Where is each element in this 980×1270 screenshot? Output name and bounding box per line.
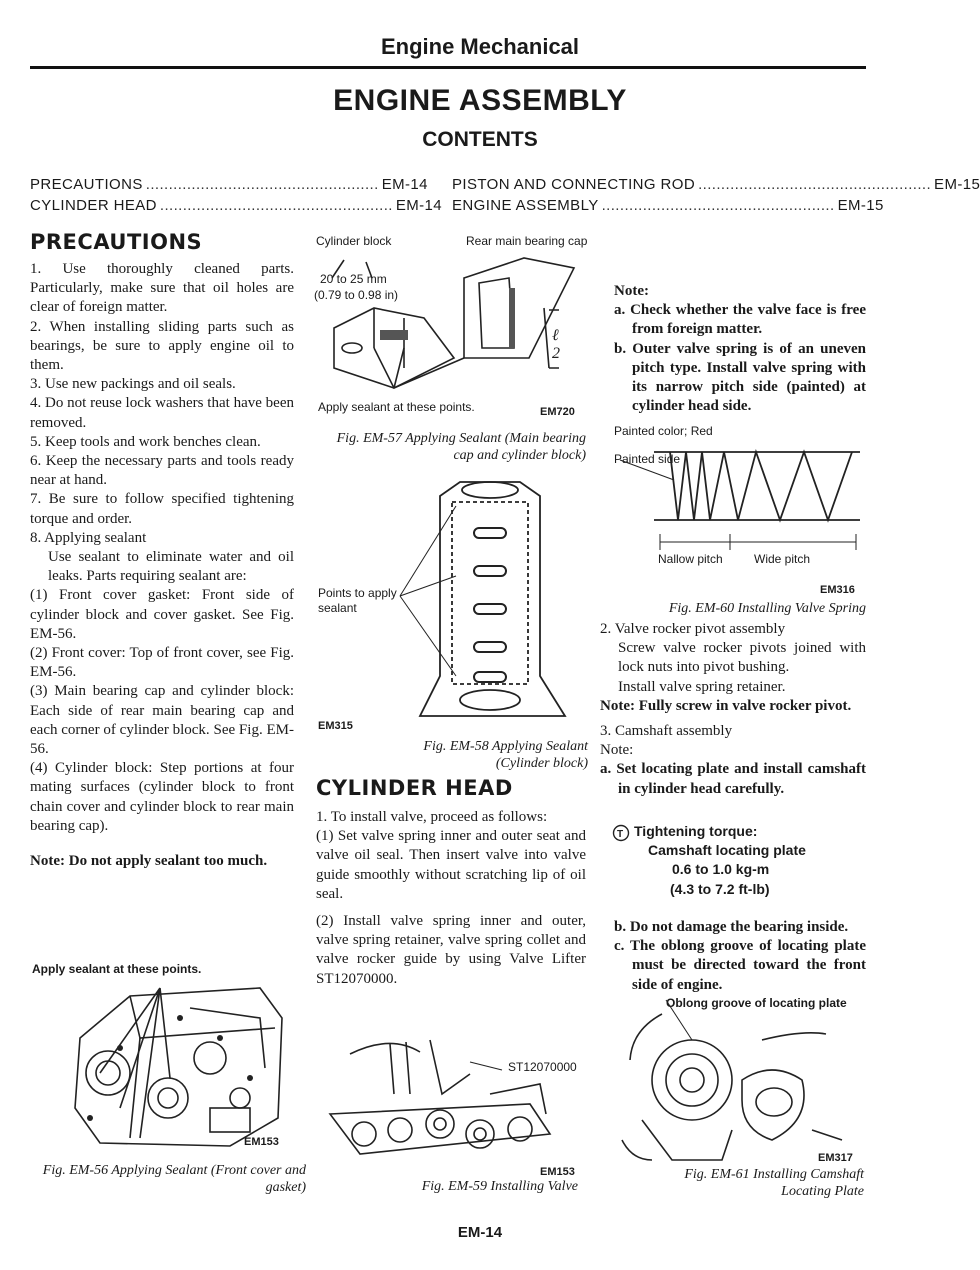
fig58-block-gasket-illustration	[400, 476, 580, 724]
fig56-caption: Fig. EM-56 Applying Sealant (Front cover and gasket)	[42, 1163, 306, 1195]
note-a: a. Check whether the valve face is free from foreign matter.	[614, 302, 866, 338]
painted-side-label: Painted side	[614, 452, 681, 466]
toc-right	[452, 176, 980, 218]
cylinder-head-heading: CYLINDER HEAD	[316, 776, 513, 800]
fig57-label-cap: Rear main bearing cap	[466, 234, 588, 248]
fig59-caption: Fig. EM-59 Installing Valve	[421, 1179, 578, 1194]
step-1-sub-2: (2) Install valve spring inner and outer, valve spring retainer, valve spring collet and valve rocker guide by using Valve Lifter ST12070000.	[316, 913, 586, 987]
contents-heading: CONTENTS	[422, 128, 538, 151]
step-3: 3. Camshaft assembly	[600, 723, 733, 740]
toc-item-piston[interactable]: PISTON AND CONNECTING ROD ................................................... EM-15	[452, 176, 980, 193]
torque-item: Camshaft locating plate	[648, 842, 806, 859]
precaution-item: 6. Keep the necessary parts and tools ready near at hand.	[30, 453, 294, 489]
note2-b: b. Do not damage the bearing inside.	[614, 919, 849, 935]
page-title: ENGINE ASSEMBLY	[333, 84, 627, 117]
step-2-text2: Install valve spring retainer.	[618, 678, 786, 695]
svg-text:T: T	[617, 829, 624, 840]
rocker-pivot-section	[600, 620, 866, 799]
painted-color-label: Painted color; Red	[614, 424, 713, 438]
step-2: 2. Valve rocker pivot assembly	[600, 621, 786, 637]
fig61-code: EM317	[818, 1152, 853, 1164]
header-rule	[30, 66, 866, 69]
precaution-item: 4. Do not reuse lock washers that have been removed.	[30, 395, 294, 431]
cylinder-head-text	[316, 808, 586, 989]
torque-metric: 0.6 to 1.0 kg-m	[672, 861, 770, 878]
note-title: Note:	[614, 283, 649, 299]
oblong-groove-label: Oblong groove of locating plate	[666, 996, 847, 1010]
fig60-code: EM316	[820, 584, 855, 596]
torque-title: Tightening torque:	[634, 823, 758, 839]
step-1-sub-1: (1) Set valve spring inner and outer seat and valve oil seal. Then insert valve into valve guide smoothly without scratching lip of oil seal.	[316, 828, 586, 902]
fig59-code: EM153	[540, 1166, 575, 1178]
step-2-text: Screw valve rocker pivots joined with lock nuts into pivot bushing.	[618, 640, 866, 676]
fig57-caption: Fig. EM-57 Applying Sealant (Main bearing cap and cylinder block)	[336, 431, 586, 463]
precautions-list	[30, 260, 294, 871]
precautions-heading: PRECAUTIONS	[30, 230, 203, 254]
fig58-code: EM315	[318, 720, 353, 732]
fig57-apply-label: Apply sealant at these points.	[318, 400, 475, 414]
fig60-caption: Fig. EM-60 Installing Valve Spring	[668, 601, 866, 616]
fig59-valve-lifter-illustration	[330, 1034, 574, 1164]
toc-item-cylinder-head[interactable]: CYLINDER HEAD ................................................... EM-14	[30, 197, 443, 214]
torque-spec	[634, 822, 864, 899]
page-number: EM-14	[457, 1224, 503, 1241]
precaution-item: 2. When installing sliding parts such as bearings, be sure to apply engine oil to them.	[30, 318, 294, 374]
narrow-pitch-label: Nallow pitch	[658, 552, 723, 566]
step-1: 1. To install valve, proceed as follows:	[316, 809, 548, 825]
svg-text:ℓ: ℓ	[552, 327, 559, 344]
svg-text:2: 2	[552, 345, 560, 362]
note-b: b. Outer valve spring is of an uneven pitch type. Install valve spring with its narrow pitch side (painted) at cylinder head side.	[614, 340, 866, 415]
precaution-item: 1. Use thoroughly cleaned parts. Particularly, make sure that oil holes are clear of foreign matter.	[30, 261, 294, 316]
fig58-label: Points to apply sealant	[318, 586, 397, 615]
precaution-note: Note: Do not apply sealant too much.	[30, 853, 268, 870]
fig56-code: EM153	[244, 1136, 279, 1148]
camshaft-notes	[614, 918, 866, 995]
note2-title: Note:	[600, 742, 634, 759]
valve-notes	[614, 282, 866, 416]
precaution-item: Use sealant to eliminate water and oil leaks. Parts requiring sealant are:	[48, 549, 294, 585]
fig58-caption: Fig. EM-58 Applying Sealant (Cylinder block)	[423, 739, 588, 771]
precaution-item: 7. Be sure to follow specified tightening torque and order.	[30, 491, 294, 527]
precaution-item: 8. Applying sealant	[30, 529, 147, 546]
precaution-item: (3) Main bearing cap and cylinder block: Each side of rear main bearing cap and each corner of cylinder block. See Fig. EM-56.	[30, 683, 294, 758]
precaution-item: (2) Front cover: Top of front cover, see Fig. EM-56.	[30, 645, 294, 681]
fig57-dim-mm: 20 to 25 mm	[320, 272, 387, 286]
wide-pitch-label: Wide pitch	[754, 552, 811, 566]
note2-a: a. Set locating plate and install camshaft in cylinder head carefully.	[600, 761, 866, 797]
fig56-label: Apply sealant at these points.	[32, 962, 202, 976]
note2-c: c. The oblong groove of locating plate must be directed toward the front side of engine.	[614, 938, 866, 993]
fig57-dim-in: (0.79 to 0.98 in)	[314, 288, 399, 302]
torque-imperial: (4.3 to 7.2 ft-lb)	[670, 880, 770, 897]
note-pivot: Note: Fully screw in valve rocker pivot.	[600, 697, 852, 714]
toc-item-precautions[interactable]: PRECAUTIONS ................................................... EM-14	[30, 176, 428, 193]
precaution-item: 3. Use new packings and oil seals.	[30, 376, 236, 393]
fig57-sealant-illustration	[314, 248, 590, 400]
fig61-caption: Fig. EM-61 Installing Camshaft Locating Plate	[684, 1167, 864, 1199]
precaution-item: 5. Keep tools and work benches clean.	[30, 433, 261, 450]
precaution-item: (4) Cylinder block: Step portions at four mating surfaces (cylinder block to front chain cover and cylinder block to rear main bearing cap).	[30, 760, 294, 834]
fig60-valve-spring-illustration	[620, 446, 860, 556]
fig57-code: EM720	[540, 406, 575, 418]
page-header: Engine Mechanical	[380, 34, 580, 59]
toc-left	[30, 176, 443, 218]
toc-item-engine-assembly[interactable]: ENGINE ASSEMBLY ................................................... EM-15	[452, 197, 884, 214]
fig61-camshaft-illustration	[612, 1010, 862, 1170]
fig57-label-block: Cylinder block	[316, 234, 392, 248]
torque-icon	[612, 824, 632, 844]
fig59-tool-label: ST12070000	[508, 1060, 577, 1074]
precaution-item: (1) Front cover gasket: Front side of cylinder block and cover gasket. See Fig. EM-56.	[30, 587, 294, 642]
fig56-engine-illustration	[60, 978, 290, 1150]
